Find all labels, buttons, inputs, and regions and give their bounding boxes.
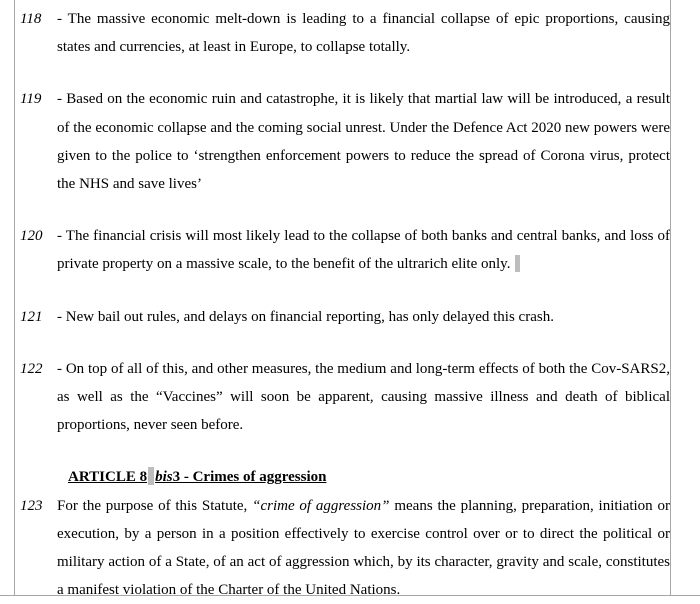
paragraph-120 [0,222,700,278]
paragraph-123-intro: For the purpose of this Statute, [57,497,253,514]
paragraph-120-text-run: - The financial crisis will most likely lead to the collapse of both banks and central banks, and loss of private property on a massive scale, to the benefit of the ultrarich elite only. [57,228,670,273]
text-caret [515,255,520,272]
heading-text-run-2: 3 - Crimes of aggression [172,469,327,486]
paragraph-text-123[interactable] [57,492,670,604]
paragraph-text-120[interactable] [57,222,670,278]
paragraph-number-118: 118 [20,11,42,27]
paragraph-number-123: 123 [20,497,43,514]
paragraph-number-120: 120 [20,228,43,245]
paragraph-119 [0,85,700,198]
paragraph-text-119[interactable]: - Based on the economic ruin and catastrophe, it is likely that martial law will be introduced, a result of the economic collapse and the coming social unrest. Under the Defence Act 2020 new powers were given to the police to ‘strengthen enforcement powers to reduce the spread of Corona virus, protect the NHS and save lives’ [57,91,670,193]
paragraph-text-118[interactable]: - The massive economic melt-down is leading to a financial collapse of epic proportions, causing states and currencies, at least in Europe, to collapse totally. [57,11,670,56]
paragraph-number-119: 119 [20,91,42,108]
paragraph-number-121: 121 [20,308,43,325]
paragraph-text-122[interactable]: - On top of all of this, and other measures, the medium and long-term effects of both the Cov-SARS2, as well as the “Vaccines” will soon be apparent, causing massive illness and death of biblical proportions, never seen before. [57,360,670,434]
paragraph-number-122: 122 [20,360,43,377]
document-content [0,5,700,604]
heading-text-run-1: ARTICLE 8 [68,469,148,486]
paragraph-121 [0,303,700,331]
heading-bis-italic: bis [155,469,173,486]
paragraph-118 [0,5,700,61]
paragraph-123-rest: means the planning, preparation, initiation or execution, by a person in a position effectively to exercise control over or to direct the political or military action of a State, of an act of aggression which, by its character, gravity and scale, constitutes a manifest violation of the Charter of the United Nations. [57,497,670,599]
article-8bis-heading[interactable] [68,463,670,491]
highlighted-space [148,467,154,485]
section-heading-block [0,463,700,491]
paragraph-text-121[interactable]: - New bail out rules, and delays on financial reporting, has only delayed this crash. [57,308,554,325]
paragraph-122 [0,355,700,440]
paragraph-123 [0,492,700,604]
crime-of-aggression-quote: “crime of aggression” [252,497,390,514]
